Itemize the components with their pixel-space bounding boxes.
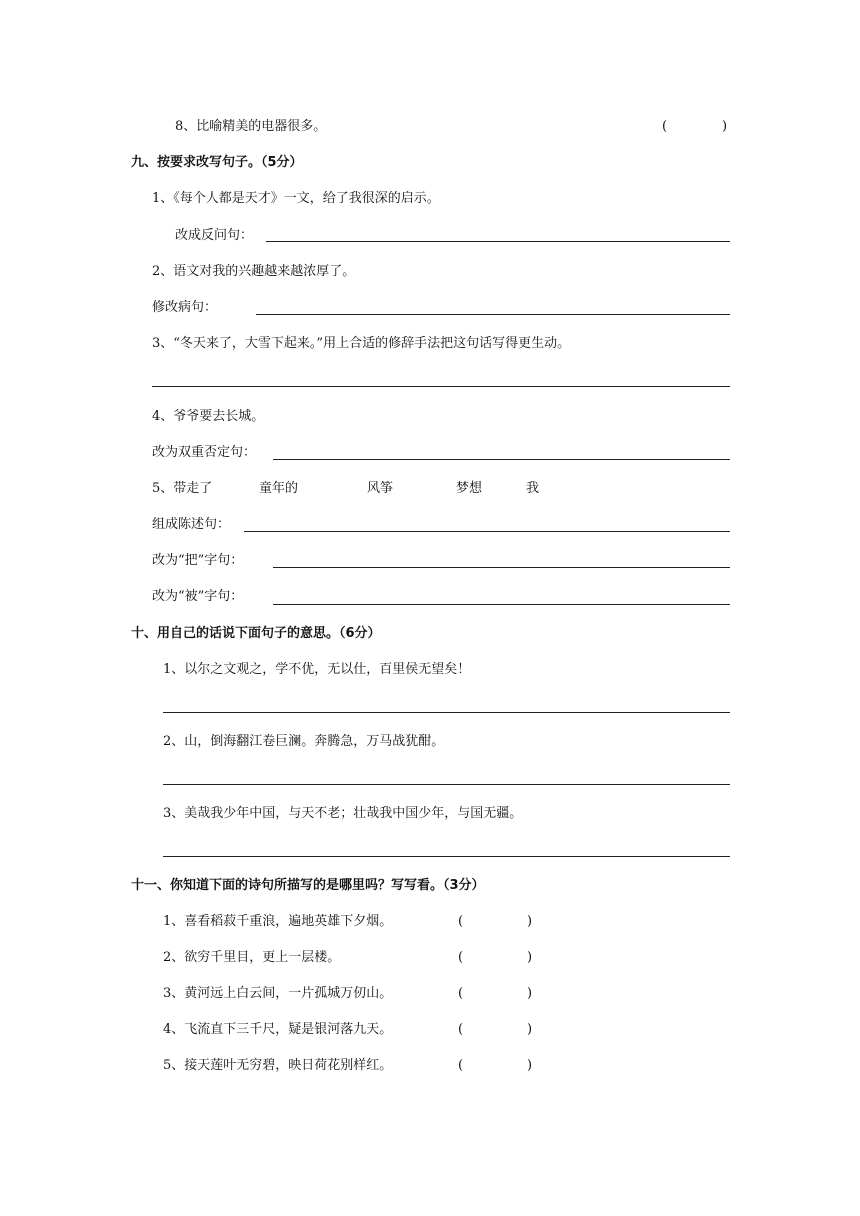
answer-paren-open: ( [458,1022,464,1037]
answer-paren-close: ) [527,1022,533,1037]
answer-line[interactable] [273,604,730,605]
answer-line[interactable] [266,241,730,242]
s9-item-4-text: 4、爷爷要去长城。 [152,409,265,424]
s9-item-1-text: 1、《每个人都是天才》一文，给了我很深的启示。 [152,191,440,206]
answer-line[interactable] [273,459,730,460]
answer-paren-close: ) [527,914,533,929]
s9-item-1-prompt: 改成反问句： [175,228,254,243]
s9-item-5-prompt-1: 组成陈述句： [152,517,231,532]
s10-item-3-text: 3、美哉我少年中国，与天不老；壮哉我中国少年，与国无疆。 [163,806,523,821]
s10-item-1-text: 1、以尔之文观之，学不优，无以仕，百里侯无望矣！ [163,662,471,677]
answer-line[interactable] [163,856,730,857]
answer-paren-open: ( [458,986,464,1001]
answer-line[interactable] [163,712,730,713]
s9-item-5-text: 5、带走了 [152,481,213,496]
s11-item-4-text: 4、飞流直下三千尺，疑是银河落九天。 [163,1022,393,1037]
answer-paren-open: ( [458,1058,464,1073]
answer-paren-open: ( [458,914,464,929]
section-11-heading: 十一、你知道下面的诗句所描写的是哪里吗？写写看。（3分） [131,878,485,893]
s9-item-5-prompt-3: 改为“被”字句： [152,589,244,604]
s9-item-2-text: 2、语文对我的兴趣越来越浓厚了。 [152,264,356,279]
question-8-text: 8、比喻精美的电器很多。 [175,119,327,134]
answer-paren-close: ) [722,119,728,134]
answer-paren-open: ( [662,119,668,134]
section-9-heading: 九、按要求改写句子。（5分） [131,155,303,170]
answer-paren-close: ) [527,1058,533,1073]
section-10-heading: 十、用自己的话说下面句子的意思。（6分） [131,626,381,641]
answer-line[interactable] [163,784,730,785]
s9-item-4-prompt: 改为双重否定句： [152,445,257,460]
word-tile: 童年的 [259,481,299,496]
answer-line[interactable] [273,567,730,568]
s11-item-5-text: 5、接天莲叶无穷碧，映日荷花别样红。 [163,1058,393,1073]
s11-item-3-text: 3、黄河远上白云间，一片孤城万仞山。 [163,986,393,1001]
word-tile: 梦想 [456,481,483,496]
s9-item-2-prompt: 修改病句： [152,300,218,315]
s9-item-3-text: 3、“冬天来了，大雪下起来。”用上合适的修辞手法把这句话写得更生动。 [152,336,571,351]
answer-paren-close: ) [527,950,533,965]
answer-line[interactable] [256,314,730,315]
s9-item-5-prompt-2: 改为“把”字句： [152,553,244,568]
answer-paren-close: ) [527,986,533,1001]
s11-item-1-text: 1、喜看稻菽千重浪，遍地英雄下夕烟。 [163,914,393,929]
answer-paren-open: ( [458,950,464,965]
word-tile: 风筝 [367,481,394,496]
answer-line[interactable] [152,386,730,387]
answer-line[interactable] [244,531,730,532]
s11-item-2-text: 2、欲穷千里目，更上一层楼。 [163,950,341,965]
word-tile: 我 [526,481,540,496]
s10-item-2-text: 2、山，倒海翻江卷巨澜。奔腾急，万马战犹酣。 [163,734,445,749]
